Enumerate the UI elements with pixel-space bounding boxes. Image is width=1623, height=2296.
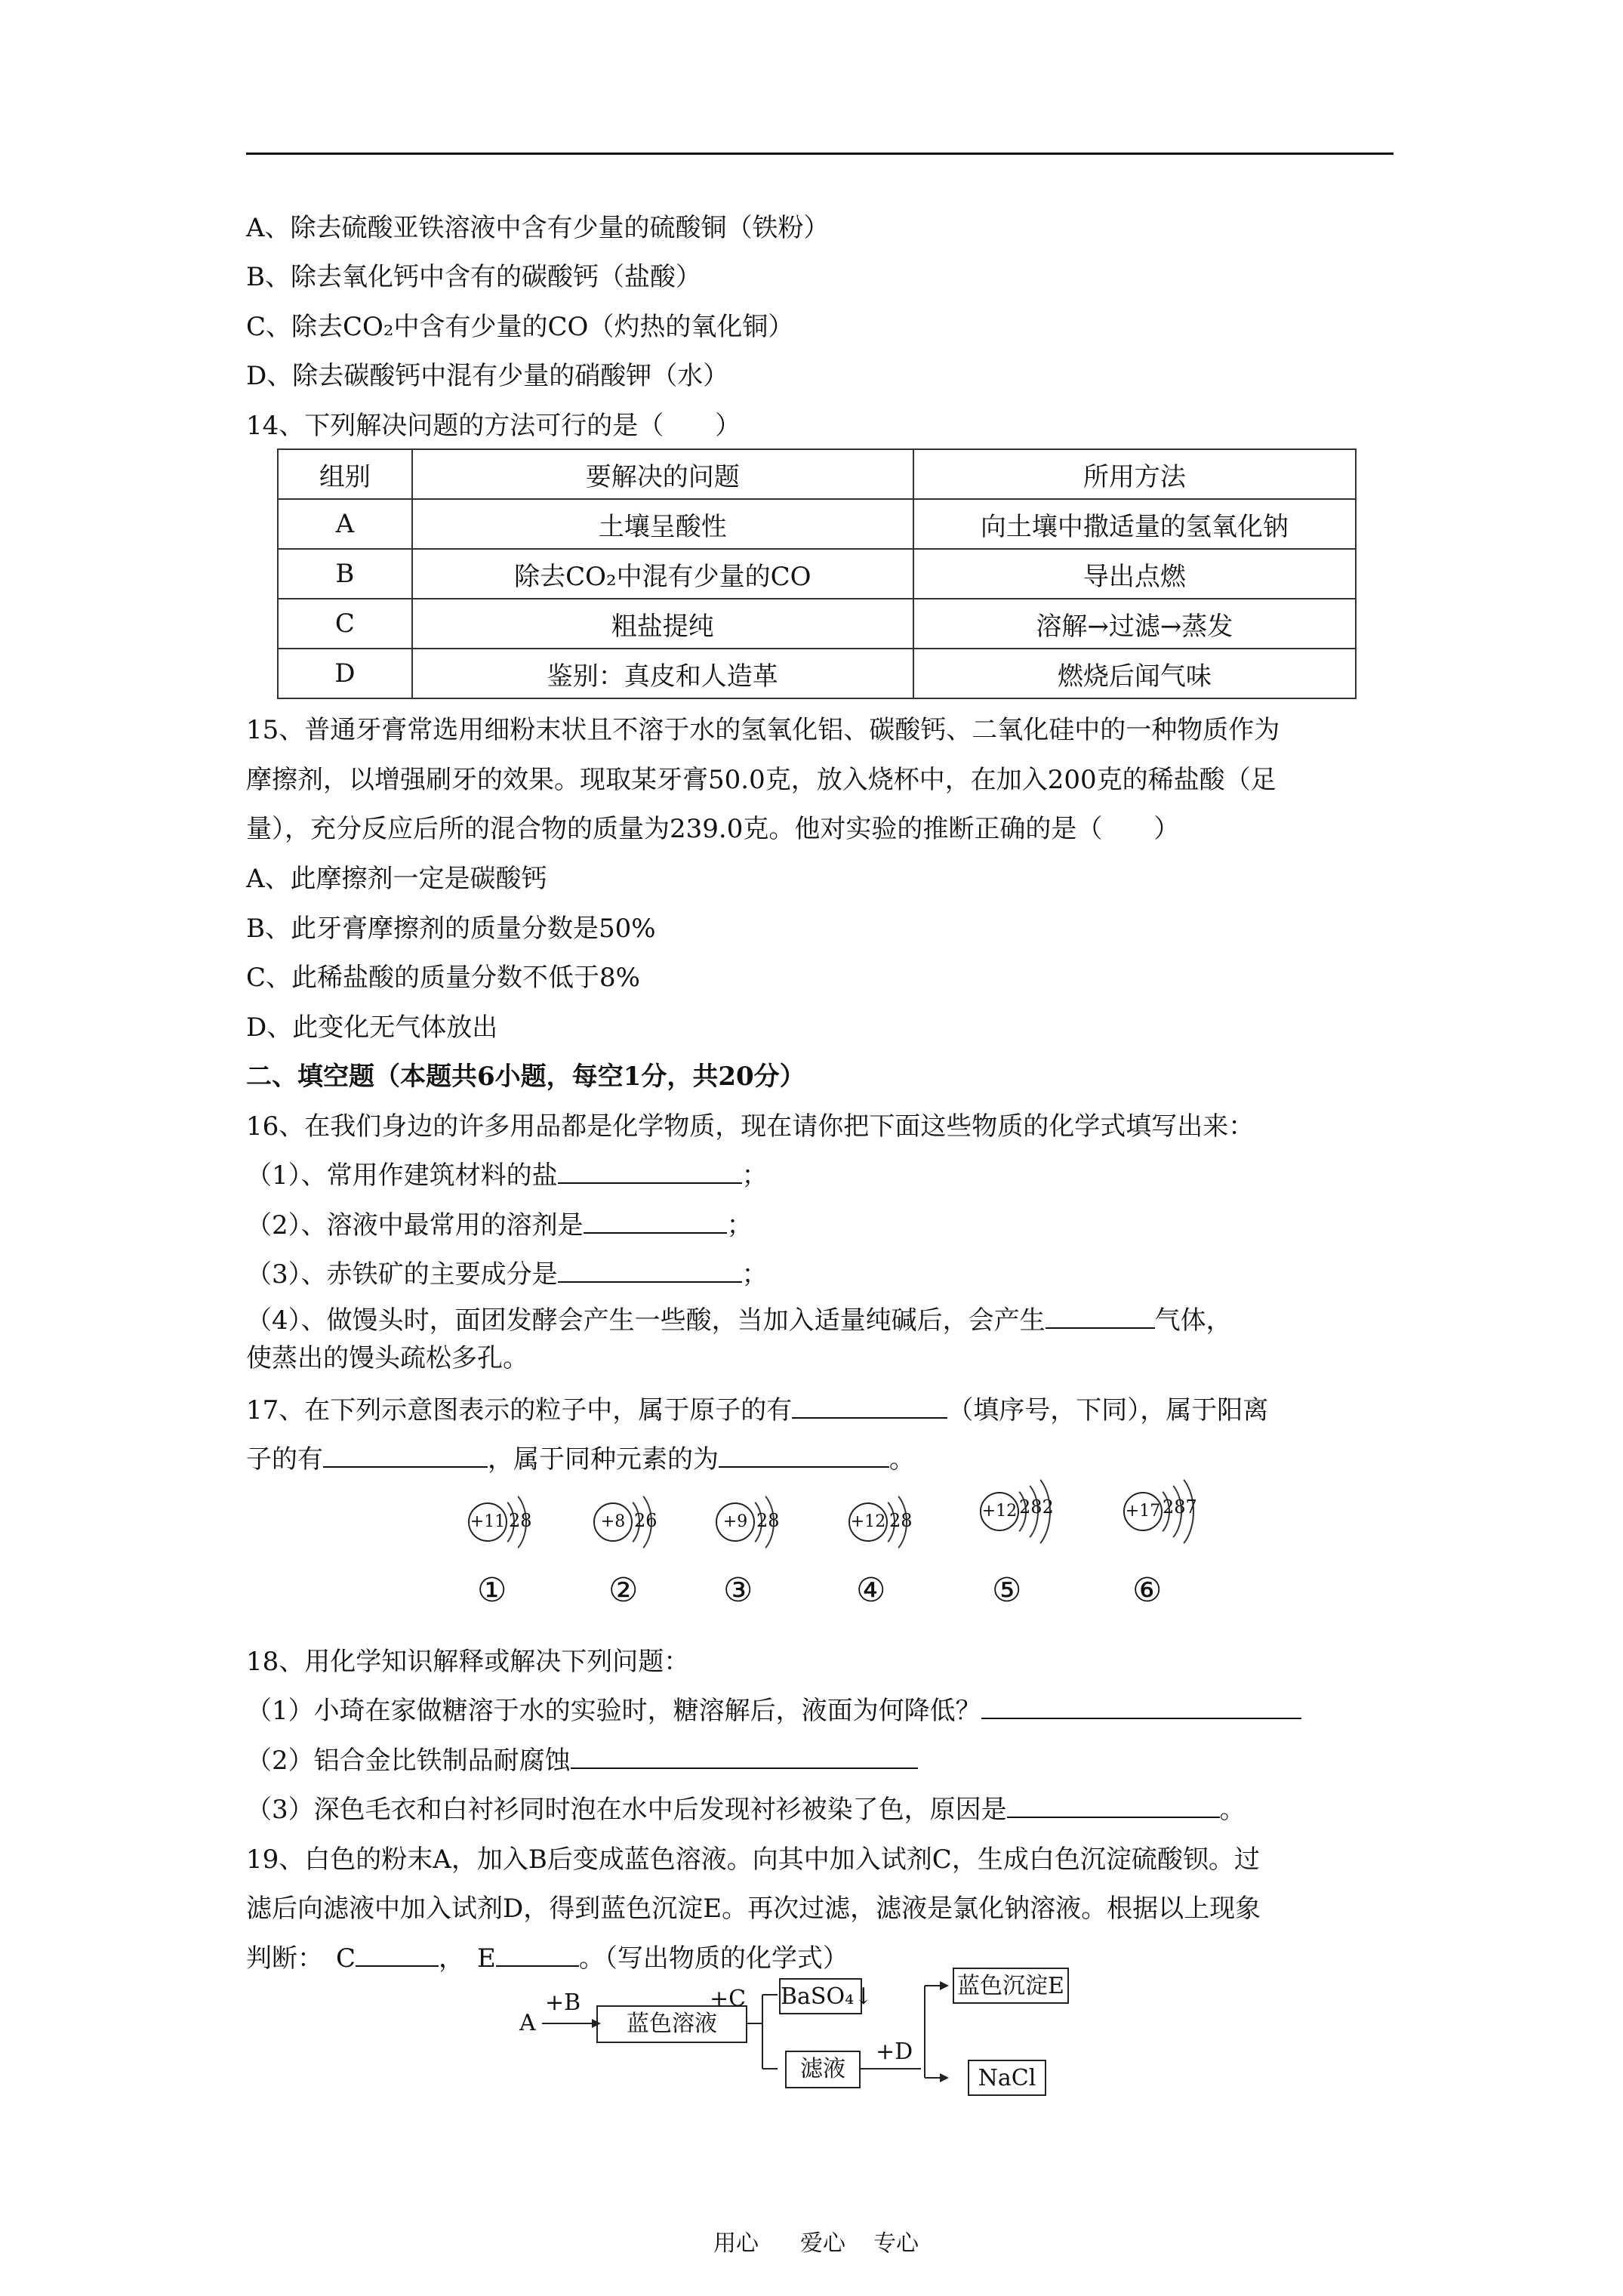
q13-option-b: B、除去氧化钙中含有的碳酸钙（盐酸）: [246, 262, 701, 292]
q15-option-d: D、此变化无气体放出: [246, 1012, 498, 1043]
q15-stem-line1: 15、普通牙膏常选用细粉末状且不溶于水的氢氧化铝、碳酸钙、二氧化硅中的一种物质作为: [246, 715, 1280, 745]
diagram-label: ⑥: [1132, 1571, 1163, 1610]
q17-text-c: 子的有: [246, 1444, 323, 1475]
nucleus: +17: [1123, 1492, 1163, 1531]
q14-table: [277, 448, 1357, 699]
q16-punct: ；: [741, 1259, 768, 1290]
electron-counts: 28: [756, 1510, 780, 1531]
q16-item-1: [246, 1159, 768, 1192]
electron-counts: 287: [1163, 1496, 1197, 1518]
answer-blank[interactable]: [496, 1943, 579, 1967]
answer-blank[interactable]: [1007, 1794, 1220, 1818]
diagram-label: ③: [723, 1571, 753, 1610]
q18-item-1-text: （1）小琦在家做糖溶于水的实验时，糖溶解后，液面为何降低？: [246, 1696, 981, 1726]
q13-option-d: D、除去碳酸钙中混有少量的硝酸钾（水）: [246, 361, 729, 391]
table-cell: 鉴别：真皮和人造革: [412, 649, 913, 698]
table-cell: D: [278, 649, 412, 698]
q16-item-2: [246, 1209, 753, 1242]
q14-stem: 14、下列解决问题的方法可行的是（ ）: [246, 411, 741, 441]
q18-item-1: [246, 1694, 1301, 1727]
table-cell: A: [278, 499, 412, 549]
q18-item-3-tail: 。: [1219, 1795, 1246, 1825]
table-cell: 除去CO₂中混有少量的CO: [412, 549, 913, 599]
q17-text-e: 。: [889, 1444, 915, 1475]
diagram-label: ④: [856, 1571, 886, 1610]
q15-option-c: C、此稀盐酸的质量分数不低于8%: [246, 963, 640, 993]
nucleus: +11: [468, 1502, 507, 1542]
header-rule: [246, 153, 1394, 155]
flow-nacl: NaCl: [968, 2060, 1046, 2096]
q15-stem-line2: 摩擦剂，以增强刷牙的效果。现取某牙膏50.0克，放入烧杯中，在加入200克的稀盐酸（足: [246, 765, 1277, 795]
q16-item-3-text: （3）、赤铁矿的主要成分是: [246, 1259, 558, 1290]
q19-line3: [246, 1942, 848, 1975]
q16-item-4: [246, 1304, 1232, 1337]
q16-punct: ；: [726, 1210, 753, 1240]
diagram-label: ②: [608, 1571, 639, 1610]
nucleus: +12: [980, 1492, 1019, 1531]
answer-blank[interactable]: [584, 1210, 727, 1234]
header-cell: 组别: [278, 449, 412, 499]
q19-text-c: 。（写出物质的化学式）: [578, 1943, 848, 1974]
q19-line2: 滤后向滤液中加入试剂D，得到蓝色沉淀E。再次过滤，滤液是氯化钠溶液。根据以上现象: [246, 1894, 1261, 1924]
flow-precipitate-baso4: BaSO₄↓: [779, 1978, 862, 2014]
flow-add-d: +D: [876, 2039, 913, 2065]
answer-blank[interactable]: [571, 1745, 918, 1769]
q17-line2: [246, 1443, 915, 1476]
section-title: 二、填空题（本题共6小题，每空1分，共20分）: [246, 1062, 805, 1092]
footer-text-1: 用心: [713, 2230, 759, 2257]
header-cell: 要解决的问题: [412, 449, 913, 499]
flow-add-c: +C: [710, 1986, 747, 2012]
electron-counts: 28: [509, 1510, 532, 1531]
q18-item-3-text: （3）深色毛衣和白衬衫同时泡在水中后发现衬衫被染了色，原因是: [246, 1795, 1007, 1825]
q17-text-d: ，属于同种元素的为: [488, 1444, 719, 1475]
q18-item-3: [246, 1793, 1246, 1826]
q16-item-3: [246, 1258, 768, 1291]
q16-item-2-text: （2）、溶液中最常用的溶剂是: [246, 1210, 584, 1240]
q16-item-1-text: （1）、常用作建筑材料的盐: [246, 1160, 558, 1191]
q18-item-2-text: （2）铝合金比铁制品耐腐蚀: [246, 1746, 571, 1776]
q19-line1: 19、白色的粉末A，加入B后变成蓝色溶液。向其中加入试剂C，生成白色沉淀硫酸钡。过: [246, 1845, 1260, 1875]
table-cell: B: [278, 549, 412, 599]
diagram-label: ⑤: [992, 1571, 1022, 1610]
q13-option-a: A、除去硫酸亚铁溶液中含有少量的硫酸铜（铁粉）: [246, 213, 830, 243]
q15-option-a: A、此摩擦剂一定是碳酸钙: [246, 864, 547, 894]
answer-blank[interactable]: [356, 1943, 439, 1967]
q16-item-4-line2: 使蒸出的馒头疏松多孔。: [246, 1343, 528, 1373]
header-cell: 所用方法: [913, 449, 1356, 499]
q19-text-a: 判断： C: [246, 1943, 356, 1974]
answer-blank[interactable]: [323, 1444, 488, 1468]
q15-stem-line3: 量），充分反应后所的混合物的质量为239.0克。他对实验的推断正确的是（ ）: [246, 814, 1180, 844]
q13-option-c: C、除去CO₂中含有少量的CO（灼热的氧化铜）: [246, 312, 794, 342]
electron-counts: 28: [889, 1510, 913, 1531]
table-cell: 土壤呈酸性: [412, 499, 913, 549]
q19-text-b: ， E: [439, 1943, 496, 1974]
answer-blank[interactable]: [558, 1160, 742, 1184]
q17-line1: [246, 1394, 1268, 1427]
table-cell: 溶解→过滤→蒸发: [913, 599, 1356, 649]
q18-stem: 18、用化学知识解释或解决下列问题：: [246, 1647, 690, 1677]
nucleus: +9: [716, 1502, 755, 1542]
table-row: [278, 599, 1356, 649]
table-cell: 粗盐提纯: [412, 599, 913, 649]
table-header-row: [278, 449, 1356, 499]
nucleus: +8: [593, 1502, 633, 1542]
table-cell: 导出点燃: [913, 549, 1356, 599]
diagram-label: ①: [477, 1571, 507, 1610]
footer-text-3: 专心: [873, 2230, 919, 2257]
answer-blank[interactable]: [981, 1695, 1301, 1719]
q17-text-b: （填序号，下同），属于阳离: [947, 1395, 1269, 1425]
flow-start-a: A: [519, 2010, 536, 2036]
flow-blue-solution: 蓝色溶液: [596, 2005, 747, 2043]
flow-blue-precipitate-e: 蓝色沉淀E: [953, 1968, 1069, 2004]
answer-blank[interactable]: [792, 1395, 947, 1419]
q16-punct: ；: [741, 1160, 768, 1191]
table-row: [278, 649, 1356, 698]
answer-blank[interactable]: [558, 1259, 742, 1283]
footer-text-2: 爱心: [800, 2230, 845, 2257]
table-row: [278, 549, 1356, 599]
q17-text-a: 17、在下列示意图表示的粒子中，属于原子的有: [246, 1395, 793, 1425]
answer-blank[interactable]: [1046, 1305, 1155, 1329]
electron-counts: 282: [1019, 1496, 1054, 1518]
q16-item-4-text: （4）、做馒头时，面团发酵会产生一些酸，当加入适量纯碱后，会产生: [246, 1305, 1046, 1336]
flow-filtrate: 滤液: [785, 2051, 861, 2088]
electron-counts: 26: [634, 1510, 658, 1531]
table-row: [278, 499, 1356, 549]
q15-option-b: B、此牙膏摩擦剂的质量分数是50%: [246, 914, 656, 944]
q16-item-4-tail: 气体，: [1154, 1305, 1232, 1336]
table-cell: C: [278, 599, 412, 649]
nucleus: +12: [848, 1502, 888, 1542]
q16-stem: 16、在我们身边的许多用品都是化学物质，现在请你把下面这些物质的化学式填写出来：: [246, 1111, 1255, 1142]
table-cell: 向土壤中撒适量的氢氧化钠: [913, 499, 1356, 549]
table-cell: 燃烧后闻气味: [913, 649, 1356, 698]
flow-add-b: +B: [545, 1989, 581, 2016]
answer-blank[interactable]: [719, 1444, 889, 1468]
q18-item-2: [246, 1744, 918, 1777]
